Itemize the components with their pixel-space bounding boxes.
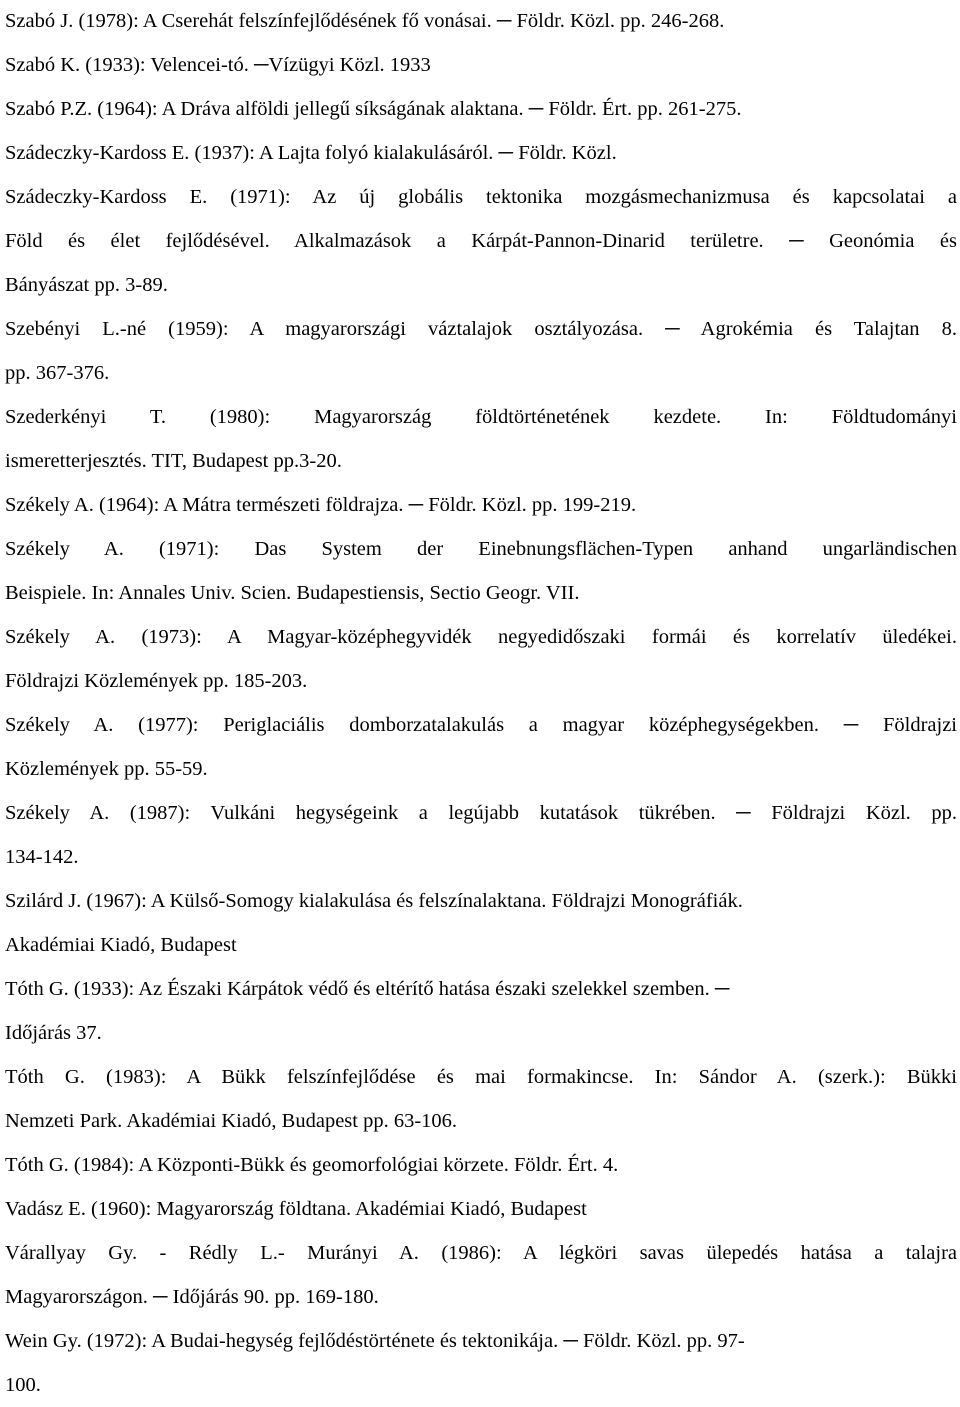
reference-line: 100. <box>5 1374 41 1396</box>
reference-line: Időjárás 37. <box>5 1022 102 1044</box>
reference-line: Szebényi L.-né (1959): A magyarországi váztalajok osztályozása. ─ Agrokémia és Talajtan 8. <box>5 318 957 340</box>
reference-line: Székely A. (1973): A Magyar-középhegyvidék negyedidőszaki formái és korrelatív üledékei. <box>5 626 957 648</box>
reference-line: Várallyay Gy. - Rédly L.- Murányi A. (1986): A légköri savas ülepedés hatása a talajra <box>5 1242 957 1264</box>
reference-line: Tóth G. (1983): A Bükk felszínfejlődése és mai formakincse. In: Sándor A. (szerk.): Bükki <box>5 1066 957 1088</box>
reference-line: Szederkényi T. (1980): Magyarország földtörténetének kezdete. In: Földtudományi <box>5 406 957 428</box>
reference-line: Székely A. (1987): Vulkáni hegységeink a legújabb kutatások tükrében. ─ Földrajzi Közl. pp. <box>5 802 957 824</box>
reference-line: Akadémiai Kiadó, Budapest <box>5 934 237 956</box>
reference-line: Székely A. (1964): A Mátra természeti földrajza. ─ Földr. Közl. pp. 199-219. <box>5 494 637 516</box>
reference-line: Székely A. (1971): Das System der Einebnungsflächen-Typen anhand ungarländischen <box>5 538 957 560</box>
reference-line: Tóth G. (1984): A Központi-Bükk és geomorfológiai körzete. Földr. Ért. 4. <box>5 1154 619 1176</box>
reference-list <box>5 0 957 1407</box>
reference-line: Szabó K. (1933): Velencei-tó. ─Vízügyi Közl. 1933 <box>5 54 431 76</box>
reference-line: Szádeczky-Kardoss E. (1937): A Lajta folyó kialakulásáról. ─ Földr. Közl. <box>5 142 617 164</box>
reference-line: Szabó J. (1978): A Cserehát felszínfejlődésének fő vonásai. ─ Földr. Közl. pp. 246-268. <box>5 10 725 32</box>
reference-line: Tóth G. (1933): Az Északi Kárpátok védő és eltérítő hatása északi szelekkel szemben. ─ <box>5 978 730 1000</box>
reference-line: Magyarországon. ─ Időjárás 90. pp. 169-180. <box>5 1286 379 1308</box>
reference-line: Nemzeti Park. Akadémiai Kiadó, Budapest pp. 63-106. <box>5 1110 458 1132</box>
reference-line: Wein Gy. (1972): A Budai-hegység fejlődéstörténete és tektonikája. ─ Földr. Közl. pp. 97- <box>5 1330 745 1352</box>
reference-line: Közlemények pp. 55-59. <box>5 758 208 780</box>
reference-line: Földrajzi Közlemények pp. 185-203. <box>5 670 308 692</box>
reference-line: Föld és élet fejlődésével. Alkalmazások a Kárpát-Pannon-Dinarid területre. ─ Geonómia és <box>5 230 957 252</box>
reference-line: Beispiele. In: Annales Univ. Scien. Budapestiensis, Sectio Geogr. VII. <box>5 582 580 604</box>
reference-line: Szabó P.Z. (1964): A Dráva alföldi jellegű síkságának alaktana. ─ Földr. Ért. pp. 261-275. <box>5 98 742 120</box>
reference-line: Vadász E. (1960): Magyarország földtana. Akadémiai Kiadó, Budapest <box>5 1198 587 1220</box>
reference-line: Szilárd J. (1967): A Külső-Somogy kialakulása és felszínalaktana. Földrajzi Monográfiák. <box>5 890 743 912</box>
reference-line: 134-142. <box>5 846 79 868</box>
reference-line: pp. 367-376. <box>5 362 110 384</box>
reference-line: Székely A. (1977): Periglaciális domborzatalakulás a magyar középhegységekben. ─ Földrajzi <box>5 714 957 736</box>
reference-line: ismeretterjesztés. TIT, Budapest pp.3-20. <box>5 450 342 472</box>
reference-line: Bányászat pp. 3-89. <box>5 274 168 296</box>
reference-line: Szádeczky-Kardoss E. (1971): Az új globális tektonika mozgásmechanizmusa és kapcsolatai a <box>5 186 957 208</box>
